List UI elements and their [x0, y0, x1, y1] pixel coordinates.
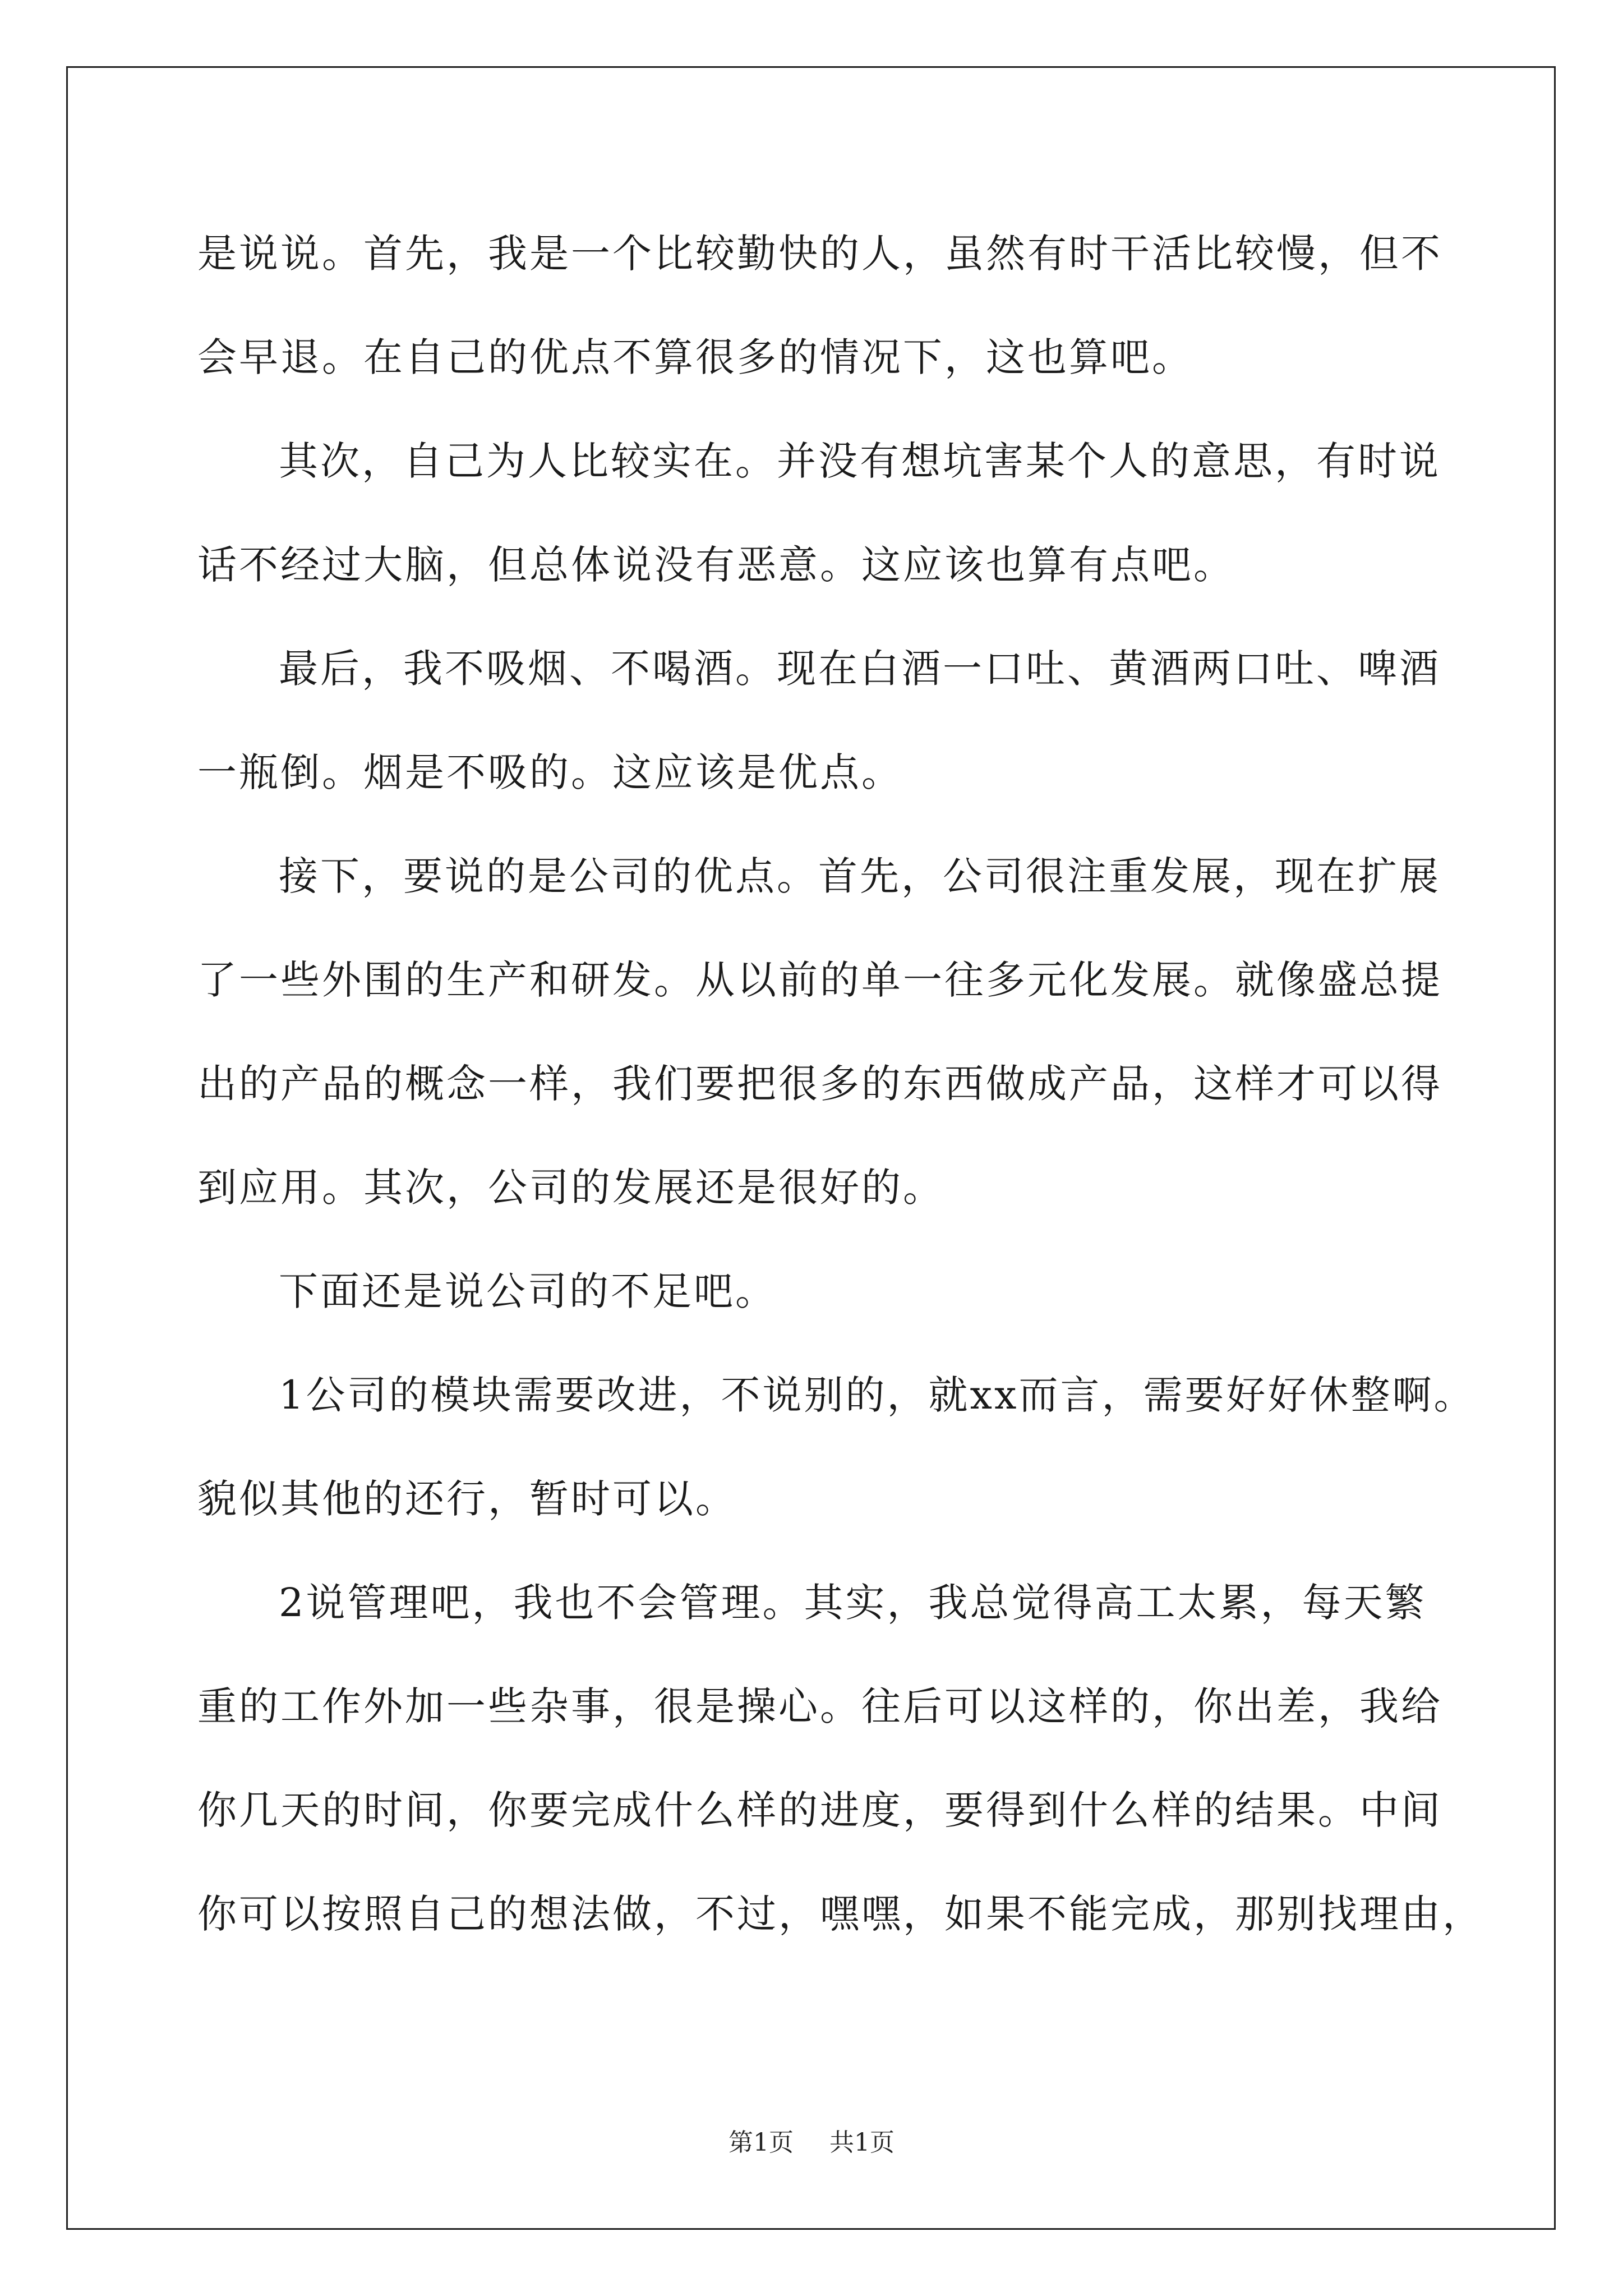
page-number: 第1页 [728, 2128, 794, 2157]
text-line: 了一些外围的生产和研发。从以前的单一往多元化发展。就像盛总提 [197, 957, 1442, 1003]
text-line: 会早退。在自己的优点不算很多的情况下，这也算吧。 [197, 334, 1193, 380]
text-line: 一瓶倒。烟是不吸的。这应该是优点。 [197, 749, 903, 795]
page-total: 共1页 [829, 2128, 895, 2157]
text-line: 话不经过大脑，但总体说没有恶意。这应该也算有点吧。 [197, 542, 1235, 588]
text-line: 是说说。首先，我是一个比较勤快的人，虽然有时干活比较慢，但不 [197, 231, 1442, 277]
paragraph-start-line: 下面还是说公司的不足吧。 [279, 1268, 777, 1314]
text-line: 重的工作外加一些杂事，很是操心。往后可以这样的，你出差，我给 [197, 1683, 1442, 1729]
paragraph-start-line: 最后，我不吸烟、不喝酒。现在白酒一口吐、黄酒两口吐、啤酒 [279, 646, 1441, 692]
paragraph-start-line: 2说管理吧，我也不会管理。其实，我总觉得高工太累，每天繁 [279, 1580, 1427, 1626]
paragraph-start-line: 1公司的模块需要改进，不说别的，就xx而言，需要好好休整啊。 [279, 1372, 1476, 1418]
page-footer [0, 2126, 1623, 2160]
text-line: 你可以按照自己的想法做，不过，嘿嘿，如果不能完成，那别找理由， [197, 1891, 1484, 1937]
paragraph-start-line: 其次，自己为人比较实在。并没有想坑害某个人的意思，有时说 [279, 438, 1441, 484]
document-body [197, 202, 1484, 1966]
paragraph-start-line: 接下，要说的是公司的优点。首先，公司很注重发展，现在扩展 [279, 853, 1441, 899]
text-line: 出的产品的概念一样，我们要把很多的东西做成产品，这样才可以得 [197, 1061, 1442, 1107]
text-line: 貌似其他的还行，暂时可以。 [197, 1476, 737, 1522]
text-line: 你几天的时间，你要完成什么样的进度，要得到什么样的结果。中间 [197, 1787, 1442, 1833]
text-line: 到应用。其次，公司的发展还是很好的。 [197, 1165, 944, 1211]
